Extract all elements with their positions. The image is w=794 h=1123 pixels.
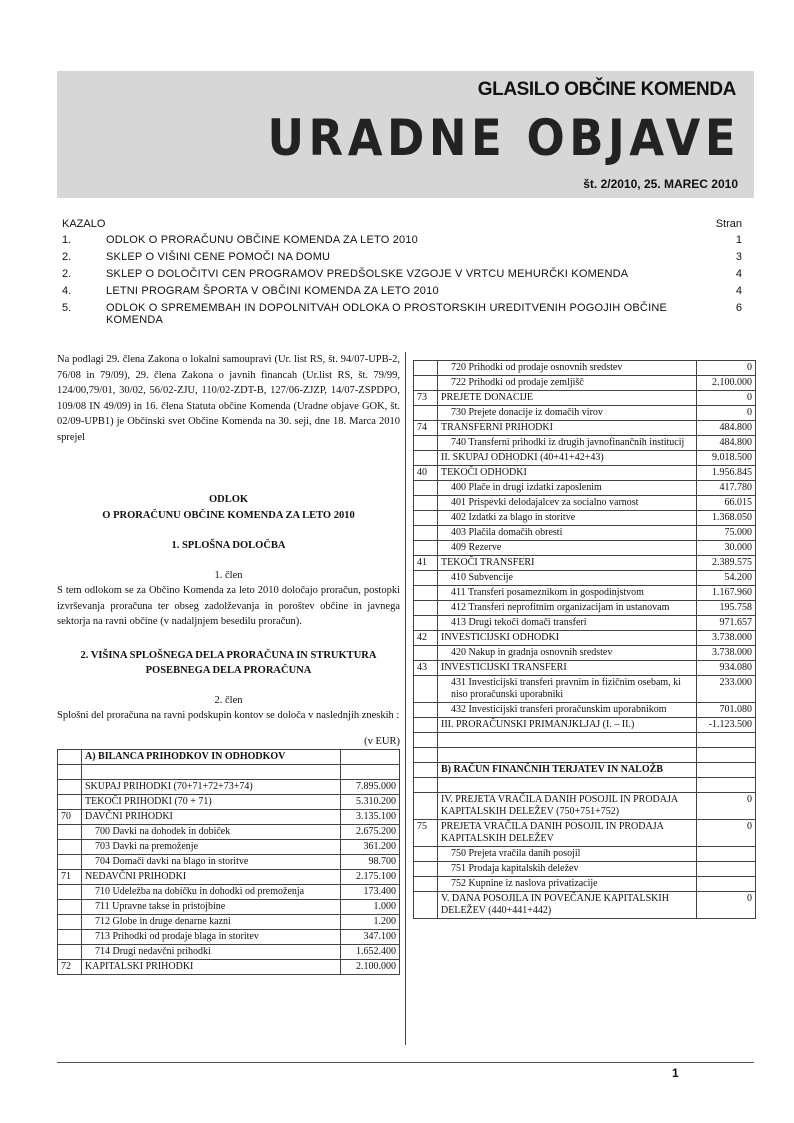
account-code [414, 616, 438, 631]
account-code [58, 765, 82, 780]
account-label [438, 391, 697, 406]
account-code [414, 361, 438, 376]
account-label-text: PREJETA VRAČILA DANIH POSOJIL IN PRODAJA KAPITALSKIH DELEŽEV [441, 821, 664, 844]
account-label-text: 730 Prejete donacije iz domačih virov [451, 407, 603, 418]
table-row [58, 825, 400, 840]
account-code [58, 825, 82, 840]
decree-title-line2: O PRORAČUNU OBČINE KOMENDA ZA LETO 2010 [102, 510, 355, 521]
account-code [414, 718, 438, 733]
account-label [438, 820, 697, 847]
table-row [414, 892, 756, 919]
budget-table-right [413, 360, 756, 919]
account-amount: 1.000 [341, 900, 400, 915]
table-row [414, 847, 756, 862]
account-amount: 3.738.000 [697, 646, 756, 661]
account-amount [341, 750, 400, 765]
account-code [58, 780, 82, 795]
account-label-text: INVESTICIJSKI TRANSFERI [441, 662, 567, 673]
account-amount [697, 877, 756, 892]
toc-item-number: 2. [62, 251, 72, 263]
table-row [58, 870, 400, 885]
account-code [414, 733, 438, 748]
account-code [58, 855, 82, 870]
table-row [414, 526, 756, 541]
account-label [82, 765, 341, 780]
account-label-text: V. DANA POSOJILA IN POVEČANJE KAPITALSKIH DELEŽEV (440+441+442) [441, 893, 669, 916]
account-amount: 1.956.845 [697, 466, 756, 481]
account-label [438, 601, 697, 616]
account-amount: 2.100.000 [341, 960, 400, 975]
account-label-text: TRANSFERNI PRIHODKI [441, 422, 553, 433]
account-code [414, 376, 438, 391]
account-label-text: PREJETE DONACIJE [441, 392, 533, 403]
account-code [58, 945, 82, 960]
account-label [438, 571, 697, 586]
account-amount: 0 [697, 793, 756, 820]
account-label-text: A) BILANCA PRIHODKOV IN ODHODKOV [85, 751, 286, 762]
account-code [58, 885, 82, 900]
toc-item-page: 6 [735, 302, 742, 314]
table-of-contents [62, 218, 742, 326]
table-row [58, 930, 400, 945]
account-label [438, 406, 697, 421]
account-label-text: 431 Investicijski transferi pravnim in fizičnim osebam, ki niso proračunski uporabniki [451, 677, 681, 700]
account-label-text: 402 Izdatki za blago in storitve [451, 512, 576, 523]
account-amount [697, 862, 756, 877]
account-label [438, 466, 697, 481]
article-2-text: Splošni del proračuna na ravni podskupin kontov se določa v naslednjih zneskih : [57, 710, 400, 721]
account-amount: 66.015 [697, 496, 756, 511]
account-amount: 0 [697, 820, 756, 847]
account-label [438, 703, 697, 718]
footer-rule [57, 1062, 754, 1063]
column-divider [405, 352, 406, 1045]
table-row [414, 586, 756, 601]
decree-title [57, 492, 400, 524]
account-label [438, 361, 697, 376]
account-amount [697, 778, 756, 793]
account-code [414, 778, 438, 793]
account-label-text: 703 Davki na premoženje [95, 841, 199, 852]
toc-item-title: SKLEP O VIŠINI CENE POMOČI NA DOMU [106, 251, 331, 263]
table-row [414, 541, 756, 556]
table-row [414, 511, 756, 526]
publication-title: URADNE OBJAVE [267, 109, 740, 167]
account-code [414, 892, 438, 919]
account-code [58, 900, 82, 915]
account-code [414, 676, 438, 703]
issue-info: št. 2/2010, 25. MAREC 2010 [583, 177, 738, 191]
account-amount: 1.652.400 [341, 945, 400, 960]
account-label [438, 862, 697, 877]
account-amount: 934.080 [697, 661, 756, 676]
toc-item-title: SKLEP O DOLOČITVI CEN PROGRAMOV PREDŠOLSKE VZGOJE V VRTCU MEHURČKI KOMENDA [106, 268, 629, 280]
account-code: 42 [414, 631, 438, 646]
toc-item[interactable] [62, 285, 742, 302]
account-amount [697, 763, 756, 778]
account-label-text: 713 Prihodki od prodaje blaga in storitev [95, 931, 259, 942]
account-amount: 195.758 [697, 601, 756, 616]
account-label [82, 945, 341, 960]
account-code: 70 [58, 810, 82, 825]
account-code [414, 451, 438, 466]
table-row [414, 361, 756, 376]
account-amount: 361.200 [341, 840, 400, 855]
account-label [438, 616, 697, 631]
account-label [438, 733, 697, 748]
account-amount: 0 [697, 406, 756, 421]
account-code [414, 586, 438, 601]
table-row [58, 795, 400, 810]
account-label-text: 700 Davki na dohodek in dobiček [95, 826, 231, 837]
account-amount: 1.167.960 [697, 586, 756, 601]
account-code [58, 750, 82, 765]
account-amount: 9.018.500 [697, 451, 756, 466]
account-label-text: III. PRORAČUNSKI PRIMANJKLJAJ (I. – II.) [441, 719, 635, 730]
account-label-text: 711 Upravne takse in pristojbine [95, 901, 226, 912]
account-amount: 971.657 [697, 616, 756, 631]
account-label-text: 751 Prodaja kapitalskih deležev [451, 863, 579, 874]
table-row [414, 862, 756, 877]
currency-unit: (v EUR) [364, 735, 400, 747]
account-label [438, 541, 697, 556]
account-label [438, 646, 697, 661]
account-amount: 7.895.000 [341, 780, 400, 795]
account-label [82, 855, 341, 870]
account-label-text: DAVČNI PRIHODKI [85, 811, 173, 822]
account-amount: 173.400 [341, 885, 400, 900]
account-amount: 701.080 [697, 703, 756, 718]
section-1-heading: 1. SPLOŠNA DOLOČBA [171, 540, 286, 551]
article-1-text: S tem odlokom se za Občino Komenda za leto 2010 določajo proračun, postopki izvrševanja proračuna ter obseg zadolževanja in poroštev občine in javnega sektorja na ravni občine (v nadaljnjem besedilu proračun). [57, 585, 400, 627]
account-amount: 347.100 [341, 930, 400, 945]
account-amount: 54.200 [697, 571, 756, 586]
account-label [82, 885, 341, 900]
account-amount: 0 [697, 892, 756, 919]
table-row [414, 421, 756, 436]
account-label-text: 403 Plačila domačih obresti [451, 527, 563, 538]
account-label-text: TEKOČI TRANSFERI [441, 557, 535, 568]
table-row [414, 661, 756, 676]
account-code [414, 496, 438, 511]
table-row [414, 718, 756, 733]
table-row [414, 763, 756, 778]
account-label-text: 720 Prihodki od prodaje osnovnih sredstev [451, 362, 623, 373]
budget-table-left [57, 749, 400, 975]
account-label [82, 960, 341, 975]
account-label [438, 631, 697, 646]
account-code [414, 601, 438, 616]
account-label-text: 752 Kupnine iz naslova privatizacije [451, 878, 598, 889]
toc-item-title: LETNI PROGRAM ŠPORTA V OBČINI KOMENDA ZA LETO 2010 [106, 285, 439, 297]
account-label-text: 412 Transferi neprofitnim organizacijam in ustanovam [451, 602, 670, 613]
account-code [414, 526, 438, 541]
account-label [438, 376, 697, 391]
table-row [58, 765, 400, 780]
toc-item-number: 1. [62, 234, 72, 246]
intro-paragraph: Na podlagi 29. člena Zakona o lokalni samoupravi (Ur. list RS, št. 94/07-UPB-2, 76/08 in 79/09), 29. člena Zakona o javnih financah (Ur.list RS, št. 79/99, 124/00,79/01, 30/02, 56/02-ZJU, 110/02-ZDT-B, 127/06-ZJZP, 14/07-ZSPDPO, 109/08 IN 49/09) in 16. člena Statuta občine Komenda (Uradne objave GOK, št. 02/09-UPB1) je Občinski svet Občine Komenda na 30. seji, dne 18. Marca 2010 sprejel [57, 354, 400, 443]
account-label-text: TEKOČI PRIHODKI (70 + 71) [85, 796, 212, 807]
table-row [414, 631, 756, 646]
toc-item-page: 3 [735, 251, 742, 263]
table-row [414, 571, 756, 586]
account-code: 75 [414, 820, 438, 847]
account-label-text: 420 Nakup in gradnja osnovnih sredstev [451, 647, 613, 658]
toc-item-page: 1 [735, 234, 742, 246]
toc-list [62, 234, 742, 326]
article-2-heading: 2. člen [214, 694, 243, 706]
right-column [413, 360, 756, 919]
account-label [438, 481, 697, 496]
account-label-text: 400 Plače in drugi izdatki zaposlenim [451, 482, 602, 493]
account-amount: 3.135.100 [341, 810, 400, 825]
account-label [438, 778, 697, 793]
account-code: 71 [58, 870, 82, 885]
account-amount: 2.175.100 [341, 870, 400, 885]
table-row [414, 616, 756, 631]
account-label [438, 511, 697, 526]
toc-item-number: 2. [62, 268, 72, 280]
account-label [82, 825, 341, 840]
account-label-text: B) RAČUN FINANČNIH TERJATEV IN NALOŽB [441, 764, 663, 775]
table-row [414, 466, 756, 481]
section-2-heading: 2. VIŠINA SPLOŠNEGA DELA PRORAČUNA IN STRUKTURA POSEBNEGA DELA PRORAČUNA [80, 649, 377, 676]
table-row [414, 601, 756, 616]
table-row [414, 496, 756, 511]
account-code [414, 511, 438, 526]
toc-heading: KAZALO [62, 218, 106, 230]
table-row [58, 945, 400, 960]
account-code [414, 541, 438, 556]
account-label-text: 411 Transferi posameznikom in gospodinjstvom [451, 587, 644, 598]
table-row [58, 915, 400, 930]
table-row [414, 793, 756, 820]
account-amount: 484.800 [697, 436, 756, 451]
toc-item[interactable] [62, 268, 742, 285]
table-row [58, 810, 400, 825]
account-label [438, 877, 697, 892]
table-row [414, 733, 756, 748]
account-amount: 3.738.000 [697, 631, 756, 646]
account-code: 41 [414, 556, 438, 571]
account-amount [697, 847, 756, 862]
account-label-text: 750 Prejeta vračila danih posojil [451, 848, 581, 859]
account-code [414, 877, 438, 892]
account-label [438, 793, 697, 820]
account-label-text: 712 Globe in druge denarne kazni [95, 916, 231, 927]
table-row [58, 840, 400, 855]
table-row [414, 436, 756, 451]
account-label [82, 810, 341, 825]
account-code: 73 [414, 391, 438, 406]
toc-item-title: ODLOK O PRORAČUNU OBČINE KOMENDA ZA LETO 2010 [106, 234, 418, 246]
account-label-text: SKUPAJ PRIHODKI (70+71+72+73+74) [85, 781, 253, 792]
account-label [438, 436, 697, 451]
table-row [414, 703, 756, 718]
toc-item-number: 5. [62, 302, 72, 314]
toc-item[interactable] [62, 234, 742, 251]
account-label-text: NEDAVČNI PRIHODKI [85, 871, 187, 882]
table-row [58, 750, 400, 765]
table-row [414, 676, 756, 703]
account-label-text: 714 Drugi nedavčni prihodki [95, 946, 211, 957]
account-label [438, 763, 697, 778]
toc-item-page: 4 [735, 268, 742, 280]
account-label [82, 900, 341, 915]
account-amount [697, 748, 756, 763]
decree-title-line1: ODLOK [208, 494, 249, 505]
table-row [414, 481, 756, 496]
toc-header [62, 218, 742, 234]
account-code [414, 481, 438, 496]
table-row [414, 376, 756, 391]
account-label [438, 847, 697, 862]
account-label [82, 840, 341, 855]
account-label [438, 451, 697, 466]
account-code [58, 795, 82, 810]
account-label-text: 401 Prispevki delodajalcev za socialno varnost [451, 497, 639, 508]
account-amount: 75.000 [697, 526, 756, 541]
page-number: 1 [672, 1066, 679, 1080]
account-label-text: 704 Domači davki na blago in storitve [95, 856, 249, 867]
account-code [414, 862, 438, 877]
account-label-text: 432 Investicijski transferi proračunskim uporabnikom [451, 704, 667, 715]
account-amount: 1.200 [341, 915, 400, 930]
publisher-name: GLASILO OBČINE KOMENDA [477, 79, 736, 100]
account-label [438, 892, 697, 919]
account-label-text: 740 Transferni prihodki iz drugih javnofinančnih institucij [451, 437, 685, 448]
left-column [57, 352, 400, 975]
account-code [414, 646, 438, 661]
account-amount: -1.123.500 [697, 718, 756, 733]
account-code [414, 703, 438, 718]
account-code [58, 930, 82, 945]
masthead [57, 71, 754, 198]
account-label-text: TEKOČI ODHODKI [441, 467, 527, 478]
account-amount: 98.700 [341, 855, 400, 870]
table-row [58, 885, 400, 900]
account-amount: 417.780 [697, 481, 756, 496]
account-code [414, 793, 438, 820]
account-label-text: 410 Subvencije [451, 572, 513, 583]
table-row [414, 406, 756, 421]
account-amount: 1.368.050 [697, 511, 756, 526]
account-label-text: 413 Drugi tekoči domači transferi [451, 617, 587, 628]
account-code [414, 436, 438, 451]
account-code [414, 571, 438, 586]
account-label [82, 930, 341, 945]
account-amount: 0 [697, 391, 756, 406]
account-amount: 233.000 [697, 676, 756, 703]
toc-item-number: 4. [62, 285, 72, 297]
account-amount: 5.310.200 [341, 795, 400, 810]
account-amount: 2.675.200 [341, 825, 400, 840]
toc-item[interactable] [62, 251, 742, 268]
account-code [58, 840, 82, 855]
account-label-text: KAPITALSKI PRIHODKI [85, 961, 194, 972]
account-label-text: 710 Udeležba na dobičku in dohodki od premoženja [95, 886, 305, 897]
table-row [414, 556, 756, 571]
table-row [414, 877, 756, 892]
account-label [438, 526, 697, 541]
account-label [438, 661, 697, 676]
toc-item-page: 4 [735, 285, 742, 297]
account-code [414, 406, 438, 421]
table-row [414, 820, 756, 847]
account-amount: 30.000 [697, 541, 756, 556]
account-code: 43 [414, 661, 438, 676]
account-amount [341, 765, 400, 780]
account-amount: 2.100.000 [697, 376, 756, 391]
account-label-text: IV. PREJETA VRAČILA DANIH POSOJIL IN PRODAJA KAPITALSKIH DELEŽEV (750+751+752) [441, 794, 678, 817]
account-code [414, 748, 438, 763]
table-row [414, 646, 756, 661]
toc-item[interactable] [62, 302, 742, 326]
account-label [438, 586, 697, 601]
table-row [58, 960, 400, 975]
account-amount [697, 733, 756, 748]
article-1-heading: 1. člen [214, 569, 243, 581]
account-amount: 2.389.575 [697, 556, 756, 571]
table-row [414, 778, 756, 793]
table-row [414, 748, 756, 763]
account-code [414, 847, 438, 862]
account-label-text: 722 Prihodki od prodaje zemljišč [451, 377, 584, 388]
account-code [414, 763, 438, 778]
account-code: 72 [58, 960, 82, 975]
account-label-text: II. SKUPAJ ODHODKI (40+41+42+43) [441, 452, 604, 463]
account-amount: 0 [697, 361, 756, 376]
account-label [82, 915, 341, 930]
toc-item-title: ODLOK O SPREMEMBAH IN DOPOLNITVAH ODLOKA O PROSTORSKIH UREDITVENIH POGOJIH OBČINE KOMENDA [106, 302, 668, 326]
toc-page-heading: Stran [715, 218, 742, 230]
account-label [438, 556, 697, 571]
account-label-text: INVESTICIJSKI ODHODKI [441, 632, 560, 643]
account-code [58, 915, 82, 930]
account-label [438, 748, 697, 763]
account-amount: 484.800 [697, 421, 756, 436]
table-row [414, 391, 756, 406]
account-label [438, 421, 697, 436]
table-row [414, 451, 756, 466]
account-label [438, 496, 697, 511]
account-label [438, 718, 697, 733]
account-label [82, 870, 341, 885]
account-code: 74 [414, 421, 438, 436]
table-row [58, 900, 400, 915]
account-code: 40 [414, 466, 438, 481]
table-row [58, 855, 400, 870]
account-label [82, 795, 341, 810]
account-label [438, 676, 697, 703]
account-label [82, 750, 341, 765]
account-label-text: 409 Rezerve [451, 542, 502, 553]
table-row [58, 780, 400, 795]
account-label [82, 780, 341, 795]
